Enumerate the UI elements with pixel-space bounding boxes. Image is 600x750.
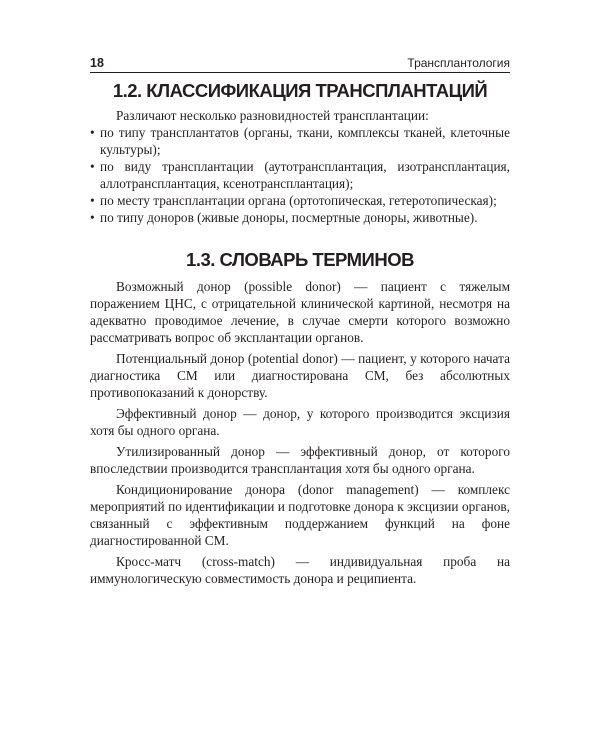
list-item-text: по типу доноров (живые доноры, посмертные доноры, животные). — [100, 210, 478, 225]
header-rule — [90, 72, 510, 73]
bullet-icon: • — [90, 210, 95, 225]
list-item — [90, 124, 510, 158]
running-head — [90, 52, 510, 70]
book-title: Трансплантология — [407, 56, 510, 70]
list-item — [90, 158, 510, 192]
section-heading-classification: 1.2. КЛАССИФИКАЦИЯ ТРАНСПЛАНТАЦИЙ — [112, 80, 488, 101]
glossary-entry: Эффективный донор — донор, у которого производится эксцизия хотя бы одного органа. — [90, 406, 510, 438]
list-item-text: по месту трансплантации органа (ортотопическая, гетеротопическая); — [100, 193, 497, 208]
glossary-entry: Кондиционирование донора (donor management) — комплекс мероприятий по идентификации и подготовке донора к эксцизии органов, связанный с эффективным поддержанием функций на фоне диагностированной СМ. — [90, 482, 510, 548]
classification-list — [90, 124, 510, 226]
glossary-entry: Кросс-матч (cross-match) — индивидуальная проба на иммунологическую совместимость донора и реципиента. — [90, 554, 510, 586]
list-item-text: по виду трансплантации (аутотрансплантация, изотрансплантация, аллотрансплантация, ксенотрансплантация); — [100, 159, 510, 191]
classification-intro: Различают несколько разновидностей трансплантации: — [116, 108, 429, 123]
list-item-text: по типу трансплантатов (органы, ткани, комплексы тканей, клеточные культуры); — [100, 125, 510, 157]
glossary-entry: Возможный донор (possible donor) — пациент с тяжелым поражением ЦНС, с отрицательной клинической картиной, несмотря на адекватно проводимое лечение, в случае смерти которого возможно рассматривать вопрос об эксплантации органов. — [90, 279, 510, 345]
glossary-entry: Утилизированный донор — эффективный донор, от которого впоследствии производится трансплантация хотя бы одного органа. — [90, 444, 510, 476]
section-heading-glossary: 1.3. СЛОВАРЬ ТЕРМИНОВ — [186, 249, 414, 270]
bullet-icon: • — [90, 159, 95, 174]
bullet-icon: • — [90, 125, 95, 140]
list-item — [90, 209, 510, 226]
list-item — [90, 192, 510, 209]
glossary-body — [90, 278, 510, 591]
page-number: 18 — [90, 56, 104, 70]
bullet-icon: • — [90, 193, 95, 208]
glossary-entry: Потенциальный донор (potential donor) — пациент, у которого начата диагностика СМ или диагностирована СМ, без абсолютных противопоказаний к донорству. — [90, 351, 510, 400]
classification-body — [90, 107, 510, 226]
